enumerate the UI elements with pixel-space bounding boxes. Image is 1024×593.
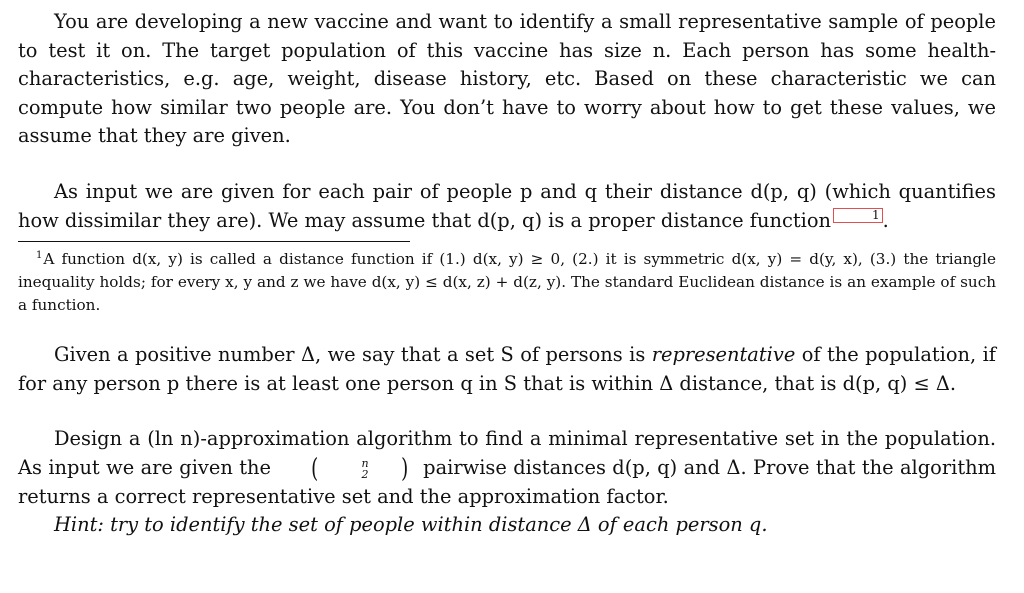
- footnote-marker: 1: [36, 250, 43, 262]
- paragraph-representative-a: Given a positive number Δ, we say that a set S of persons is: [54, 343, 652, 367]
- emphasis-representative: representative: [651, 343, 796, 367]
- footnote-text: A function d(x, y) is called a distance function if (1.) d(x, y) ≥ 0, (2.) it is symmetric d(x, y) = d(y, x), (3.) the triangle inequality holds; for every x, y and z we have d(x, y) ≤ d(x, z) + d(z, y). The standard Euclidean distance is an example of such a function.: [18, 250, 996, 315]
- hint: Hint: try to identify the set of people within distance Δ of each person q.: [54, 513, 768, 537]
- problem-statement: [18, 8, 996, 540]
- binomial-n-choose-2: ( n 2 ): [311, 453, 408, 484]
- paragraph-task: [18, 425, 996, 511]
- binomial-bottom: 2: [361, 467, 369, 481]
- footnote-divider: [18, 241, 410, 242]
- binomial-top: n: [361, 456, 369, 470]
- paragraph-task-a: Design a (ln n)-approximation algorithm to find a minimal representative set in the population. As input we are given the: [18, 427, 996, 479]
- paragraph-intro: You are developing a new vaccine and want to identify a small representative sample of people to test it on. The target population of this vaccine has size n. Each person has some health-characteristics, e.g. age, weight, disease history, etc. Based on these characteristic we can compute how similar two people are. You don’t have to worry about how to get these values, we assume that they are given.: [18, 10, 996, 148]
- paragraph-representative: [18, 341, 996, 398]
- paragraph-task-b: pairwise distances d(p, q) and Δ. Prove that the algorithm returns a correct representative set and the approximation factor.: [18, 455, 996, 508]
- paragraph-representative-b: of the population, if for any person p there is at least one person q in S that is within Δ distance, that is d(p, q) ≤ Δ.: [18, 343, 996, 395]
- paragraph-distance: As input we are given for each pair of people p and q their distance d(p, q) (which quantifies how dissimilar they are). We may assume that d(p, q) is a proper distance function 1 .: [18, 179, 996, 232]
- footnote-link[interactable]: 1: [833, 208, 883, 223]
- paragraph-distance-text: As input we are given for each pair of people p and q their distance d(p, q) (which quantifies how dissimilar they are). We may assume that d(p, q) is a proper distance function: [18, 179, 996, 232]
- footnote: [18, 244, 996, 317]
